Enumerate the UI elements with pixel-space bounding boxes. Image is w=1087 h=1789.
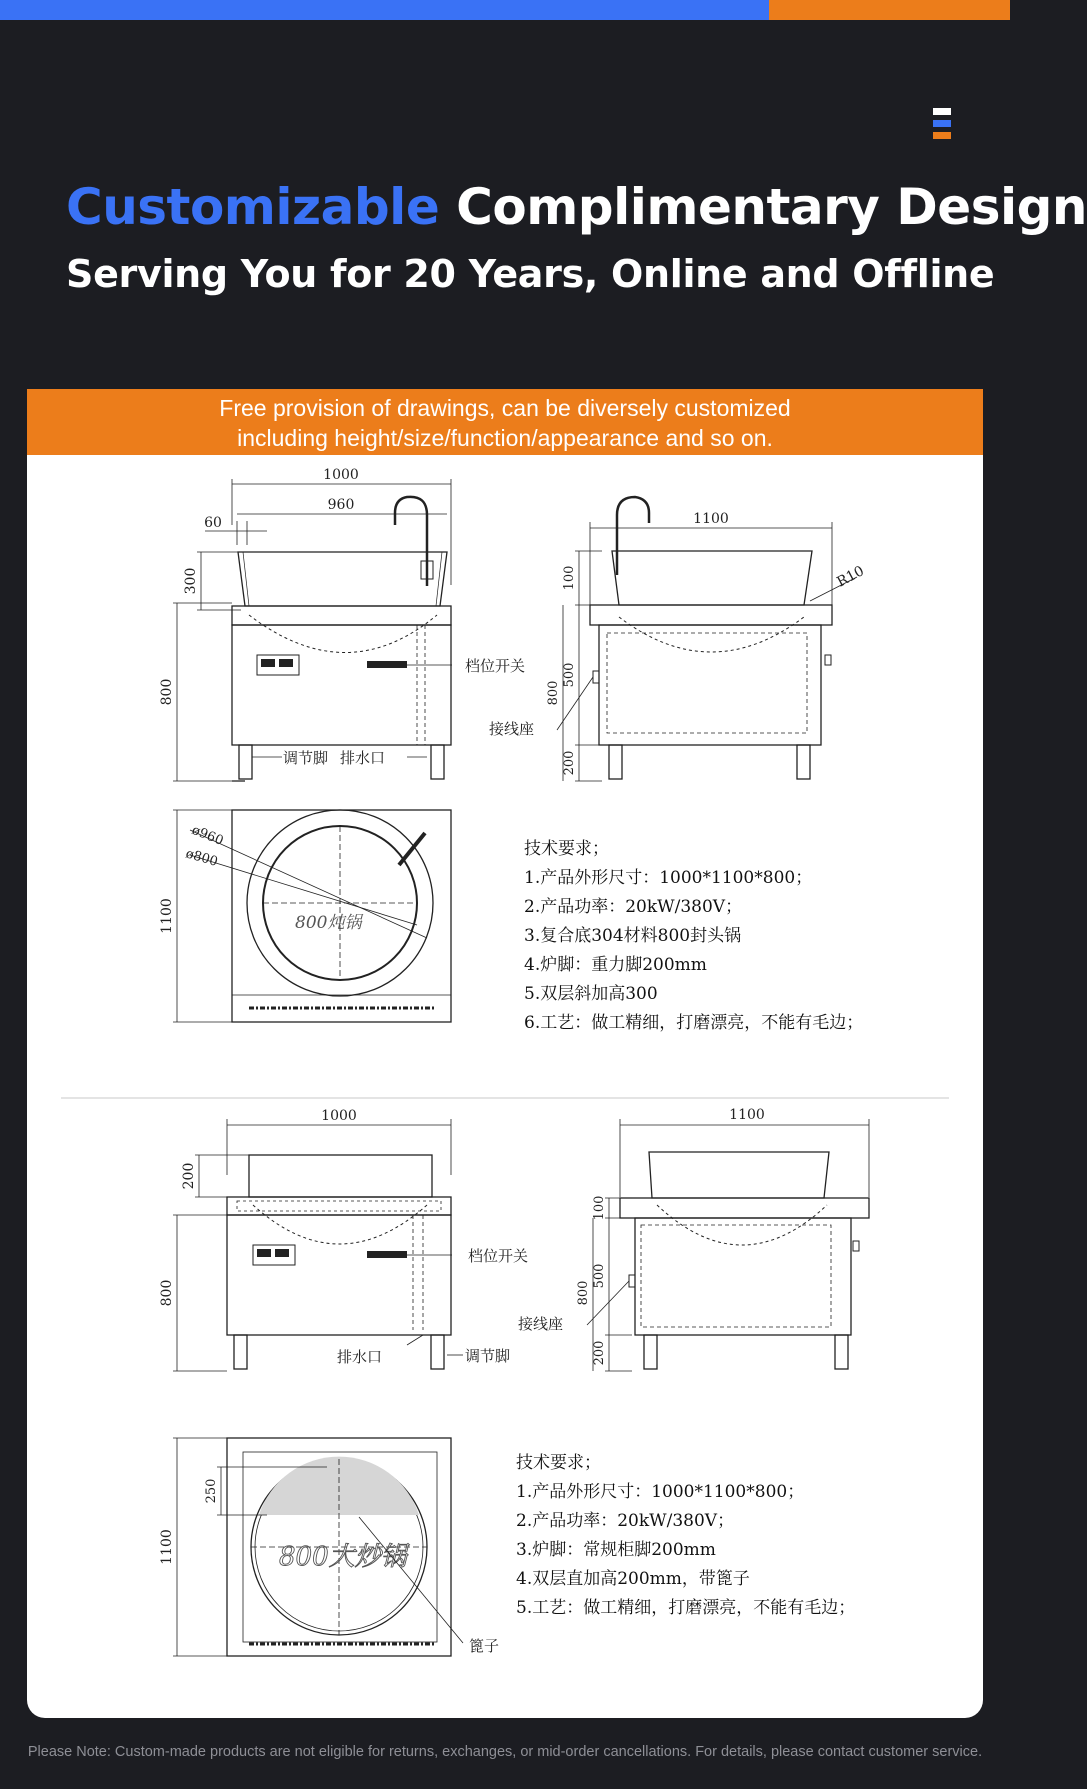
d2-spec-title: 技术要求； <box>516 1453 601 1473</box>
d1-dim-raise: 300 <box>183 567 199 595</box>
d2-dim-width: 1000 <box>321 1108 357 1124</box>
d1-dim-top: 100 <box>562 565 577 591</box>
d1-dim-edge: 60 <box>204 515 222 531</box>
drawing2-side-view <box>518 1107 869 1371</box>
d1-label-switch: 档位开关 <box>465 657 526 675</box>
d1-dim-width: 1000 <box>323 467 359 483</box>
d2-spec-5: 5.工艺：做工精细，打磨漂亮，不能有毛边； <box>516 1598 856 1618</box>
d1-dim-radius: R10 <box>834 563 867 591</box>
d1-spec-6: 6.工艺：做工精细，打磨漂亮，不能有毛边； <box>524 1013 864 1033</box>
d1-spec-5: 5.双层斜加高300 <box>524 984 658 1004</box>
d2-spec-1: 1.产品外形尺寸：1000*1100*800； <box>516 1482 805 1502</box>
d1-spec-2: 2.产品功率：20kW/380V； <box>524 897 743 917</box>
drawing2-front-view <box>159 1108 528 1371</box>
d1-spec-3: 3.复合底304材料800封头锅 <box>524 926 742 946</box>
d2-label-foot: 调节脚 <box>465 1347 511 1365</box>
headline-rest: Complimentary Design <box>456 178 1087 236</box>
d2-label-drain: 排水口 <box>337 1348 383 1366</box>
card-header-banner <box>27 389 983 455</box>
d2-label-basket: 篦子 <box>469 1637 500 1655</box>
d1-label-drain: 排水口 <box>340 749 386 767</box>
d2-spec-3: 3.炉脚：常规柜脚200mm <box>516 1540 716 1560</box>
d1-dim-height-side: 800 <box>546 680 561 706</box>
technical-drawings <box>27 455 983 1718</box>
d1-dim-height: 800 <box>159 678 175 706</box>
d2-dim-mid: 500 <box>592 1263 607 1289</box>
d2-label-pot: 800大炒锅 <box>279 1542 407 1572</box>
drawing1-top-view <box>159 810 451 1022</box>
d1-dim-d800: ø800 <box>183 846 220 870</box>
d1-dim-mid: 500 <box>562 662 577 688</box>
d1-dim-depth: 1100 <box>693 511 729 527</box>
d2-spec-2: 2.产品功率：20kW/380V； <box>516 1511 735 1531</box>
d2-dim-height: 800 <box>159 1279 175 1307</box>
d2-dim-raise: 200 <box>181 1162 197 1190</box>
card-header-line-2: including height/size/function/appearance and so on. <box>237 425 773 451</box>
d1-dim-inner: 960 <box>327 497 355 513</box>
d2-spec-4: 4.双层直加高200mm，带篦子 <box>516 1569 750 1589</box>
d1-dim-d960: ø960 <box>189 822 226 849</box>
d2-label-switch: 档位开关 <box>468 1247 529 1265</box>
drawing1-spec-list <box>524 839 863 1033</box>
d2-dim-depth-top: 1100 <box>159 1529 175 1565</box>
d1-dim-depth-top: 1100 <box>159 898 175 934</box>
drawing1-front-view <box>159 467 525 781</box>
drawing2-top-view <box>159 1438 499 1656</box>
d2-dim-leg: 200 <box>592 1340 607 1366</box>
d1-spec-4: 4.炉脚：重力脚200mm <box>524 955 707 975</box>
drawings-card <box>27 389 983 1718</box>
card-header-line-1: Free provision of drawings, can be diversely customized <box>219 395 791 421</box>
d2-dim-basket: 250 <box>204 1478 219 1504</box>
headline-accent: Customizable <box>66 178 440 236</box>
drawing1-side-view <box>489 497 867 781</box>
d2-label-terminal: 接线座 <box>518 1315 564 1333</box>
footer-note: Please Note: Custom-made products are not eligible for returns, exchanges, or mid-order cancellations. For details, please contact customer service. <box>27 1744 983 1760</box>
top-accent-bar-orange <box>769 0 1010 20</box>
d1-label-terminal: 接线座 <box>489 720 535 738</box>
d1-label-pot: 800炖锅 <box>295 913 362 933</box>
d2-dim-depth: 1100 <box>729 1107 765 1123</box>
d1-label-foot: 调节脚 <box>283 749 329 767</box>
d2-dim-height-side: 800 <box>576 1280 591 1306</box>
d1-spec-title: 技术要求； <box>524 839 609 859</box>
brand-logo-icon <box>933 108 951 144</box>
page-subheadline: Serving You for 20 Years, Online and Offline <box>66 252 995 296</box>
top-accent-bar-blue <box>0 0 769 20</box>
d2-dim-top: 100 <box>592 1195 607 1221</box>
d1-spec-1: 1.产品外形尺寸：1000*1100*800； <box>524 868 813 888</box>
drawing2-spec-list <box>516 1453 855 1618</box>
page-headline <box>66 178 1087 236</box>
d1-dim-leg: 200 <box>562 750 577 776</box>
